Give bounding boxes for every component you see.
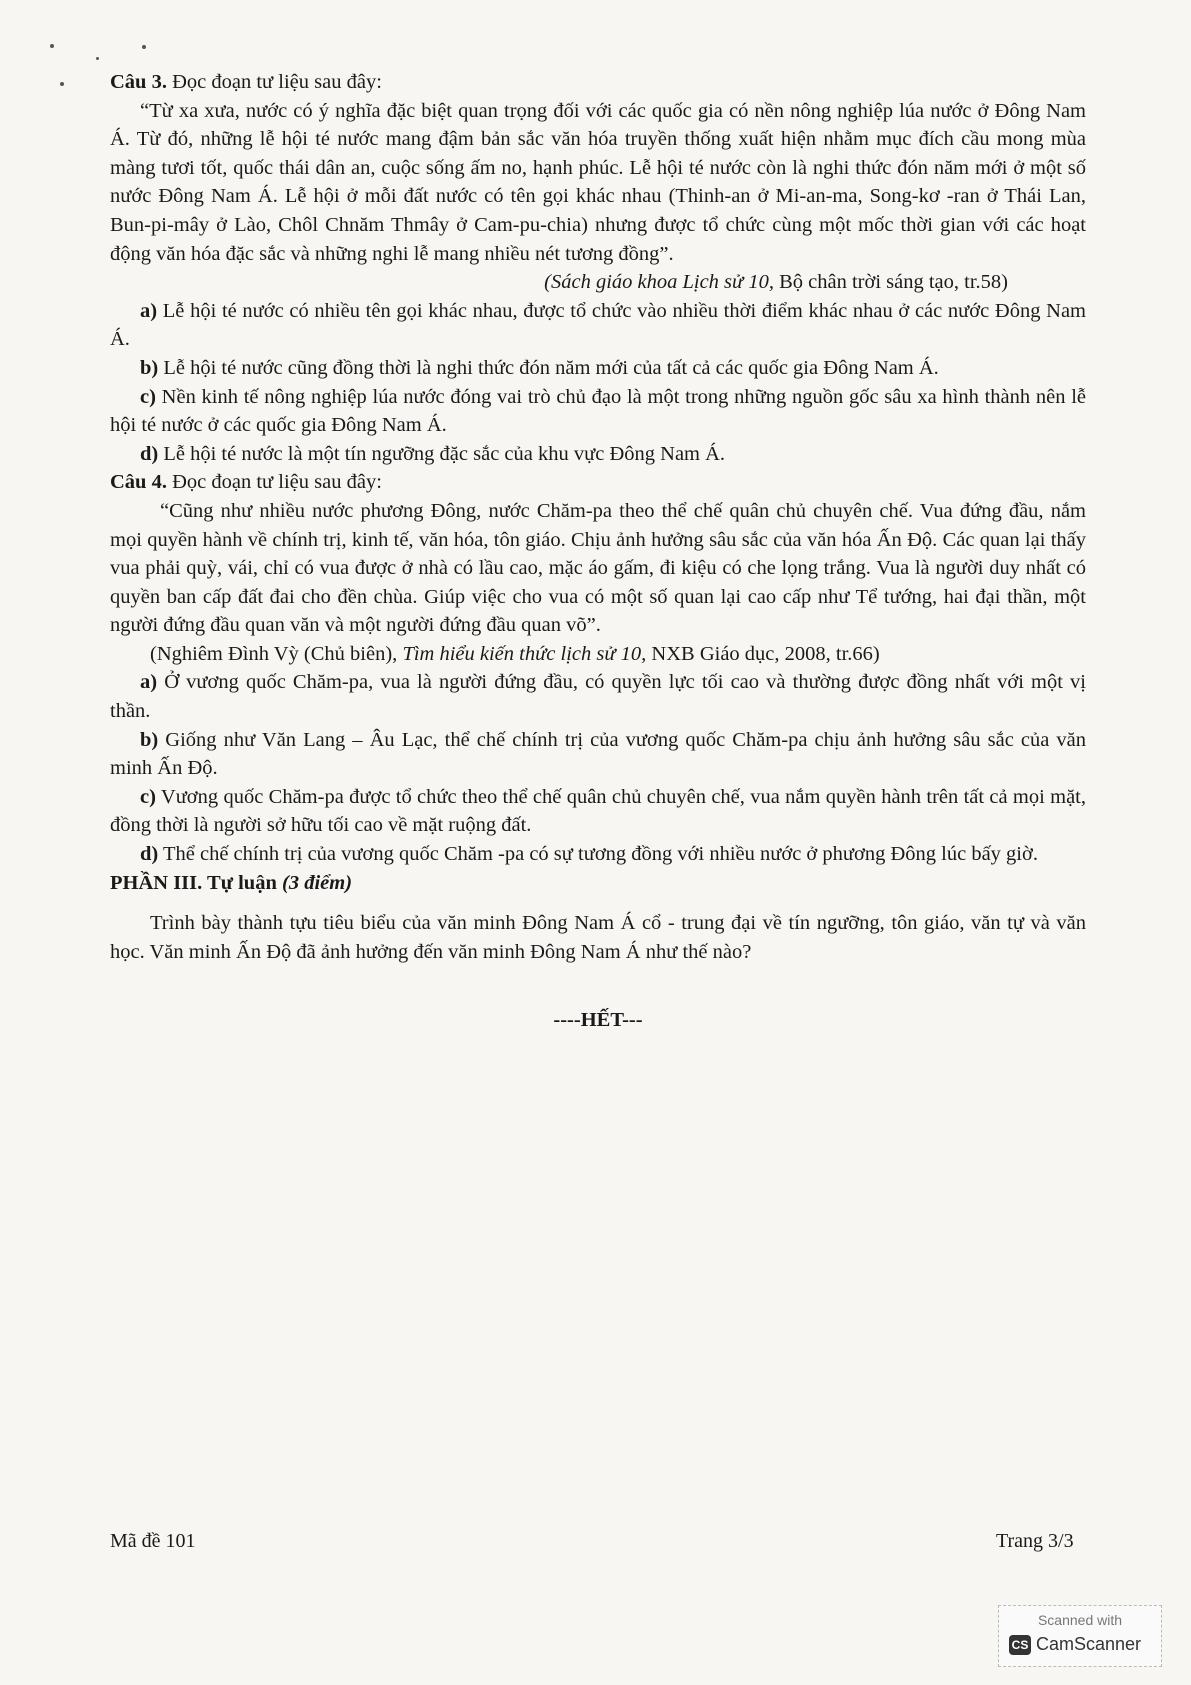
part-3-points: (3 điểm) — [282, 871, 353, 894]
question-4-source-detail: NXB Giáo dục, 2008, tr.66) — [646, 642, 880, 665]
question-4-option-b — [110, 726, 1086, 783]
option-key: c) — [140, 385, 156, 408]
option-text: Lễ hội té nước cũng đồng thời là nghi thức đón năm mới của tất cả các quốc gia Đông Nam Á. — [158, 356, 939, 379]
option-text: Lễ hội té nước có nhiều tên gọi khác nhau, được tổ chức vào nhiều thời điểm khác nhau ở các nước Đông Nam Á. — [110, 299, 1086, 351]
option-key: a) — [140, 299, 158, 322]
question-3-heading — [110, 68, 1086, 97]
question-3-source-title: (Sách giáo khoa Lịch sử 10, — [544, 271, 774, 294]
question-3-option-c — [110, 383, 1086, 440]
option-text: Giống như Văn Lang – Âu Lạc, thể chế chính trị của vương quốc Chăm-pa chịu ảnh hưởng sâu sắc của văn minh Ấn Độ. — [110, 728, 1086, 780]
page-number: Trang 3/3 — [996, 1530, 1074, 1552]
scan-speck — [96, 57, 99, 60]
end-mark: ----HẾT--- — [553, 1009, 643, 1032]
question-3-source — [110, 268, 1086, 297]
option-text: Ở vương quốc Chăm-pa, vua là người đứng đầu, có quyền lực tối cao và thường được đồng nhất với một vị thần. — [110, 671, 1086, 723]
question-4-passage: “Cũng như nhiều nước phương Đông, nước Chăm-pa theo thể chế quân chủ chuyên chế. Vua đứng đầu, nắm mọi quyền hành về chính trị, kinh tế, văn hóa, tôn giáo. Chịu ảnh hưởng sâu sắc của văn hóa Ấn Độ. Các quan lại thấy vua phải quỳ, vái, chỉ có vua được ở nhà có lầu cao, mặc áo gấm, đi kiệu có che lọng trắng. Vua là người duy nhất có quyền ban cấp đất đai cho đền chùa. Giúp việc cho vua có một số quan lại cao cấp như Tể tướng, hai đại thần, một người đứng đầu quan văn và một người đứng đầu quan võ”. — [110, 499, 1086, 637]
question-4-source-author: (Nghiêm Đình Vỳ (Chủ biên), — [150, 642, 403, 665]
option-key: c) — [140, 785, 156, 808]
question-3-option-a — [110, 297, 1086, 354]
option-key: a) — [140, 671, 158, 694]
question-4-source-title: Tìm hiểu kiến thức lịch sử 10, — [402, 642, 647, 665]
question-3-passage: “Từ xa xưa, nước có ý nghĩa đặc biệt quan trọng đối với các quốc gia có nền nông nghiệp lúa nước ở Đông Nam Á. Từ đó, những lễ hội té nước mang đậm bản sắc văn hóa truyền thống xuất hiện nhằm mục đích cầu mong mùa màng tươi tốt, quốc thái dân an, cuộc sống ấm no, hạnh phúc. Lễ hội té nước còn là nghi thức đón năm mới ở một số nước Đông Nam Á. Lễ hội ở mỗi đất nước có tên gọi khác nhau (Thinh-an ở Mi-an-ma, Song-kơ -ran ở Thái Lan, Bun-pi-mây ở Lào, Chôl Chnăm Thmây ở Cam-pu-chia) nhưng được tổ chức cùng một mốc thời gian với các hoạt động văn hóa đặc sắc và những nghi lễ mang nhiều nét tương đồng”. — [110, 99, 1086, 265]
camscanner-logo-icon: CS — [1009, 1635, 1031, 1655]
scan-speck — [60, 82, 64, 86]
option-key: b) — [140, 356, 159, 379]
option-text: Nền kinh tế nông nghiệp lúa nước đóng vai trò chủ đạo là một trong những nguồn gốc sâu xa hình thành nên lễ hội té nước ở các quốc gia Đông Nam Á. — [110, 385, 1086, 437]
watermark-brand-name: CamScanner — [1036, 1634, 1142, 1654]
option-key: b) — [140, 728, 159, 751]
option-key: d) — [140, 442, 159, 465]
exam-code: Mã đề 101 — [110, 1530, 196, 1552]
question-4-option-c — [110, 783, 1086, 840]
question-3-source-detail: Bộ chân trời sáng tạo, tr.58) — [773, 271, 1008, 294]
question-4-source — [110, 640, 1086, 669]
scan-speck — [142, 45, 146, 49]
watermark-caption: Scanned with — [1037, 1612, 1123, 1628]
question-4-option-a — [110, 668, 1086, 725]
question-4-prompt: Đọc đoạn tư liệu sau đây: — [166, 471, 382, 494]
option-text: Thể chế chính trị của vương quốc Chăm -pa có sự tương đồng với nhiều nước ở phương Đông lúc bấy giờ. — [158, 843, 1038, 866]
part-3-heading — [110, 869, 1086, 898]
question-4-heading — [110, 468, 1086, 497]
exam-page — [110, 68, 1086, 1035]
camscanner-watermark — [998, 1605, 1162, 1667]
option-key: d) — [140, 843, 159, 866]
option-text: Lễ hội té nước là một tín ngưỡng đặc sắc của khu vực Đông Nam Á. — [158, 442, 726, 465]
question-3-label: Câu 3. — [110, 71, 167, 93]
scan-speck — [50, 44, 54, 48]
watermark-brand — [1009, 1634, 1141, 1655]
question-3-prompt: Đọc đoạn tư liệu sau đây: — [166, 71, 382, 93]
question-4-option-d — [110, 840, 1086, 869]
part-3-title: PHẦN III. Tự luận — [110, 871, 277, 894]
question-3-option-d — [110, 440, 1086, 469]
question-4-label: Câu 4. — [110, 471, 167, 494]
question-3-option-b — [110, 354, 1086, 383]
essay-question: Trình bày thành tựu tiêu biểu của văn minh Đông Nam Á cổ - trung đại về tín ngưỡng, tôn giáo, văn tự và văn học. Văn minh Ấn Độ đã ảnh hưởng đến văn minh Đông Nam Á như thế nào? — [110, 912, 1086, 963]
option-text: Vương quốc Chăm-pa được tổ chức theo thể chế quân chủ chuyên chế, vua nắm quyền hành trên tất cả mọi mặt, đồng thời là người sở hữu tối cao về mặt ruộng đất. — [110, 785, 1086, 837]
